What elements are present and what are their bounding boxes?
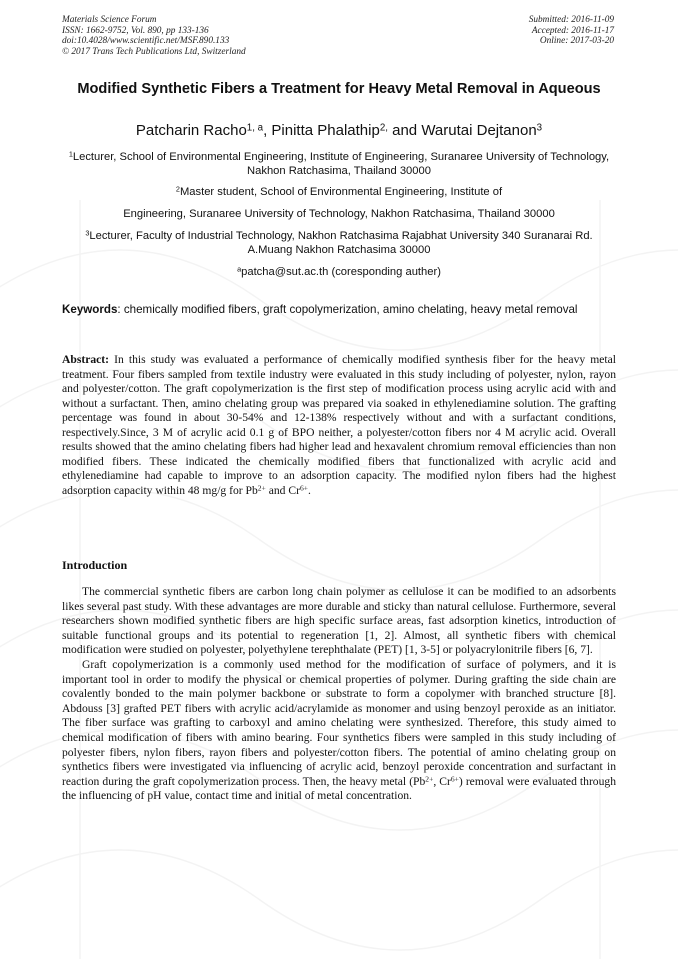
author-sup: 1, a <box>246 122 264 134</box>
intro-paragraph-2-end: ) removal were evaluated through the influencing of pH value, contact time and initial of metal concentration. <box>62 774 616 803</box>
abstract-pb-charge: 2+ <box>257 483 266 493</box>
paper-title: Modified Synthetic Fibers a Treatment for Heavy Metal Removal in Aqueous <box>77 81 601 97</box>
affiliation-sup: 3 <box>85 228 90 238</box>
abstract-cr-charge: 6+ <box>299 483 308 493</box>
author-sup: 3 <box>536 122 543 134</box>
affiliation-text: Master student, School of Environmental Engineering, Institute of <box>179 186 503 198</box>
keywords-text: : chemically modified fibers, graft copolymerization, amino chelating, heavy metal removal <box>117 303 578 316</box>
abstract <box>62 353 616 498</box>
journal-issn: ISSN: 1662-9752, Vol. 890, pp 133-136 <box>62 25 209 36</box>
pb-charge: 2+ <box>425 774 434 784</box>
author-name: Warutai Dejtanon <box>421 122 537 139</box>
intro-paragraph-1: The commercial synthetic fibers are carbon long chain polymer as cellulose it can be modified to an adsorbents likes several past study. With these advantages are more durable and sticky than natural cellulose. Furthermore, several researchers shown modified synthetic fibers are high specific surface areas, fast adsorption kinetics, introduction of suitable functional groups and its potential to regeneration [1, 2]. Almost, all synthetic fibers with chemical modification were studied on polyester, polyethylene terephthalate (PET) [1, 3-5] or polyacrylonitrile fibers [6, 7]. <box>62 585 616 657</box>
corresponding-email <box>62 265 616 279</box>
keywords <box>62 302 616 318</box>
cr-charge: 6+ <box>450 774 459 784</box>
affiliation-3 <box>62 229 616 257</box>
email-sup: a <box>237 264 242 274</box>
affiliation-2 <box>62 185 616 199</box>
introduction-heading: Introduction <box>62 558 128 572</box>
keywords-label: Keywords <box>62 303 118 316</box>
intro-paragraph-2-text: Graft copolymerization is a commonly used method for the modification of surface of polymers, and it is important tool in order to modify the physical or chemical properties of polymer. During grafting the side chain are covalently bonded to the main polymer backbone or substrate to form a copolymer with branched structure [8]. Abdouss [3] grafted PET fibers with acrylic acid/acrylamide as monomer and using benzoyl peroxide as an initiator. The fiber surface was grafting to carboxyl and amino chelating were synthesized. Therefore, this study aimed to chemical modification of fibers with amino bearing. Four synthetics fibers were sampled in this study including of polyester fibers, nylon fibers, rayon fibers and polyester/cotton fibers. The potential of amino chelating group on synthetics fibers were investigated via influencing of acrylic acid, benzoyl peroxide concentration and surfactant in reaction during the graft copolymerization process. Then, the heavy metal (Pb <box>62 657 616 788</box>
affiliation-2-continued <box>62 207 616 221</box>
intro-paragraph-2 <box>62 658 616 804</box>
intro-paragraph-2-mid: , Cr <box>433 774 451 788</box>
abstract-and: and Cr <box>265 483 300 497</box>
author-name: Pinitta Phalathip <box>271 122 380 139</box>
affiliation-text: Engineering, Suranaree University of Technology, Nakhon Ratchasima, Thailand 30000 <box>123 208 555 220</box>
accepted-date: Accepted: 2016-11-17 <box>531 25 614 36</box>
email-text: patcha@sut.ac.th (coresponding auther) <box>241 266 441 278</box>
author-list <box>62 122 616 140</box>
affiliation-text: Lecturer, School of Environmental Engineering, Institute of Engineering, Suranaree University of Technology, Nakhon Ratchasima, Thailand 30000 <box>72 151 610 177</box>
affiliation-text: Lecturer, Faculty of Industrial Technology, Nakhon Ratchasima Rajabhat University 340 Suranarai Rd. A.Muang Nakhon Ratchasima 30000 <box>89 230 593 256</box>
introduction-body <box>62 585 616 804</box>
journal-copyright: © 2017 Trans Tech Publications Ltd, Switzerland <box>62 46 246 57</box>
journal-doi: doi:10.4028/www.scientific.net/MSF.890.133 <box>62 36 230 47</box>
abstract-text: In this study was evaluated a performance of chemically modified synthesis fiber for the heavy metal treatment. Four fibers sampled from textile industry were evaluated in this study including of polyester, nylon, rayon and polyester/cotton. The graft copolymerization is the first step of modification process using acrylic acid with and without a surfactant. Then, amino chelating group was prepared via soaked in ethylenediamine solution. The grafting percentage was found in about 30-54% and 12-138% respectively without and with a surfactant conditions, respectively.Since, 3 M of acrylic acid 0.1 g of BPO neither, a polyester/cotton fibers nor 4 M acrylic acid. Overall results showed that the amino chelating fibers had higher lead and hexavalent chromium removal efficiencies than non modified fibers. These indicated the chemically modified fibers that functionalized with acrylic acid and ethylenediamine had capable to improve to an adsorption capacity. The modified nylon fibers had the highest adsorption capacity within 48 mg/g for Pb <box>62 353 616 497</box>
author-sep: , <box>263 122 272 139</box>
abstract-end: . <box>307 483 311 497</box>
author-name: Patcharin Racho <box>135 122 247 139</box>
author-sup: 2, <box>379 122 388 134</box>
journal-info <box>62 15 246 57</box>
affiliation-sup: 1 <box>68 149 73 159</box>
abstract-label: Abstract: <box>62 353 110 366</box>
affiliation-sup: 2 <box>175 184 180 194</box>
submitted-date: Submitted: 2016-11-09 <box>528 15 614 25</box>
affiliation-1 <box>62 150 616 178</box>
journal-name: Materials Science Forum <box>62 15 157 25</box>
author-sep: and <box>387 122 422 139</box>
publication-dates <box>529 15 614 47</box>
online-date: Online: 2017-03-20 <box>539 36 614 47</box>
